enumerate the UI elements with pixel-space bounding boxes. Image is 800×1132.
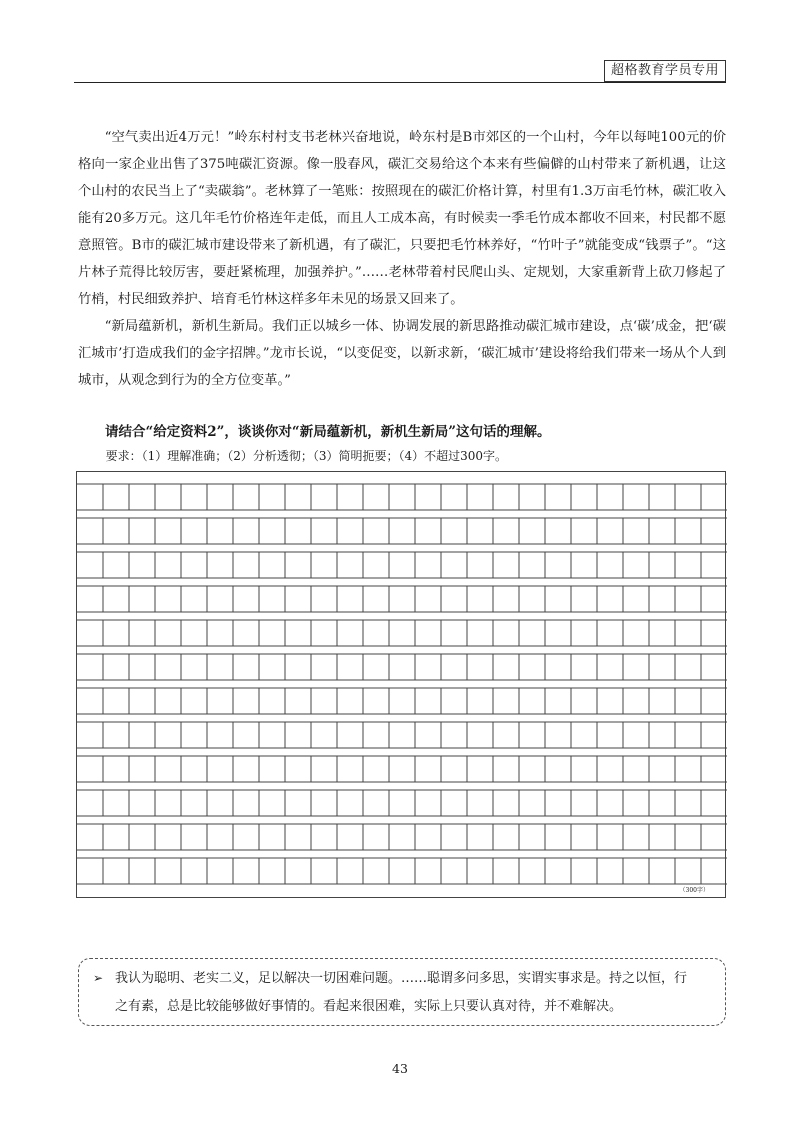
answer-grid-cells: [77, 472, 727, 899]
article-body: [78, 124, 726, 394]
header-divider: [74, 82, 726, 83]
quote-text-1: 我认为聪明、老实二义，足以解决一切困难问题。……聪谓多问多思，实谓实事求是。持之以恒，行: [115, 971, 688, 986]
quote-line-2: 之有素，总是比较能够做好事情的。看起来很困难，实际上只要认真对待，并不难解决。: [115, 999, 623, 1014]
question-prompt: 请结合“给定资料2”，谈谈你对“新局蕴新机，新机生新局”这句话的理解。: [105, 424, 551, 440]
article-paragraph-2: “新局蕴新机，新机生新局。我们正以城乡一体、协调发展的新思路推动碳汇城市建设，点‘碳’成金，把‘碳汇城市’打造成我们的金字招牌。”龙市长说，“以变促变，以新求新，‘碳汇城市’建设将给我们带来一场从个人到城市，从观念到行为的全方位变革。”: [78, 319, 726, 388]
answer-grid[interactable]: [76, 471, 726, 898]
article-paragraph-1: “空气卖出近4万元！”岭东村村支书老林兴奋地说，岭东村是B市郊区的一个山村，今年以每吨100元的价格向一家企业出售了375吨碳汇资源。像一股春风，碳汇交易给这个本来有些偏僻的山村带来了新机遇，让这个山村的农民当上了“卖碳翁”。老林算了一笔账：按照现在的碳汇价格计算，村里有1.3万亩毛竹林，碳汇收入能有20多万元。这几年毛竹价格连年走低，而且人工成本高，有时候卖一季毛竹成本都收不回来，村民都不愿意照管。B市的碳汇城市建设带来了新机遇，有了碳汇，只要把毛竹林养好，“竹叶子”就能变成“钱票子”。“这片林子荒得比较厉害，要赶紧梳理，加强养护。”……老林带着村民爬山头、定规划，大家重新背上砍刀修起了竹梢，村民细致养护、培育毛竹林这样多年未见的场景又回来了。: [78, 130, 726, 307]
word-count-label: （300字）: [679, 887, 709, 894]
quote-line-1: [93, 964, 707, 993]
header-badge: 超格教育学员专用: [604, 60, 726, 82]
question-requirements: 要求：（1）理解准确；（2）分析透彻；（3）简明扼要；（4）不超过300字。: [105, 449, 508, 463]
arrow-bullet-icon: ➢: [93, 971, 104, 985]
page-number: 43: [392, 1061, 408, 1076]
quote-box: [78, 958, 726, 1026]
